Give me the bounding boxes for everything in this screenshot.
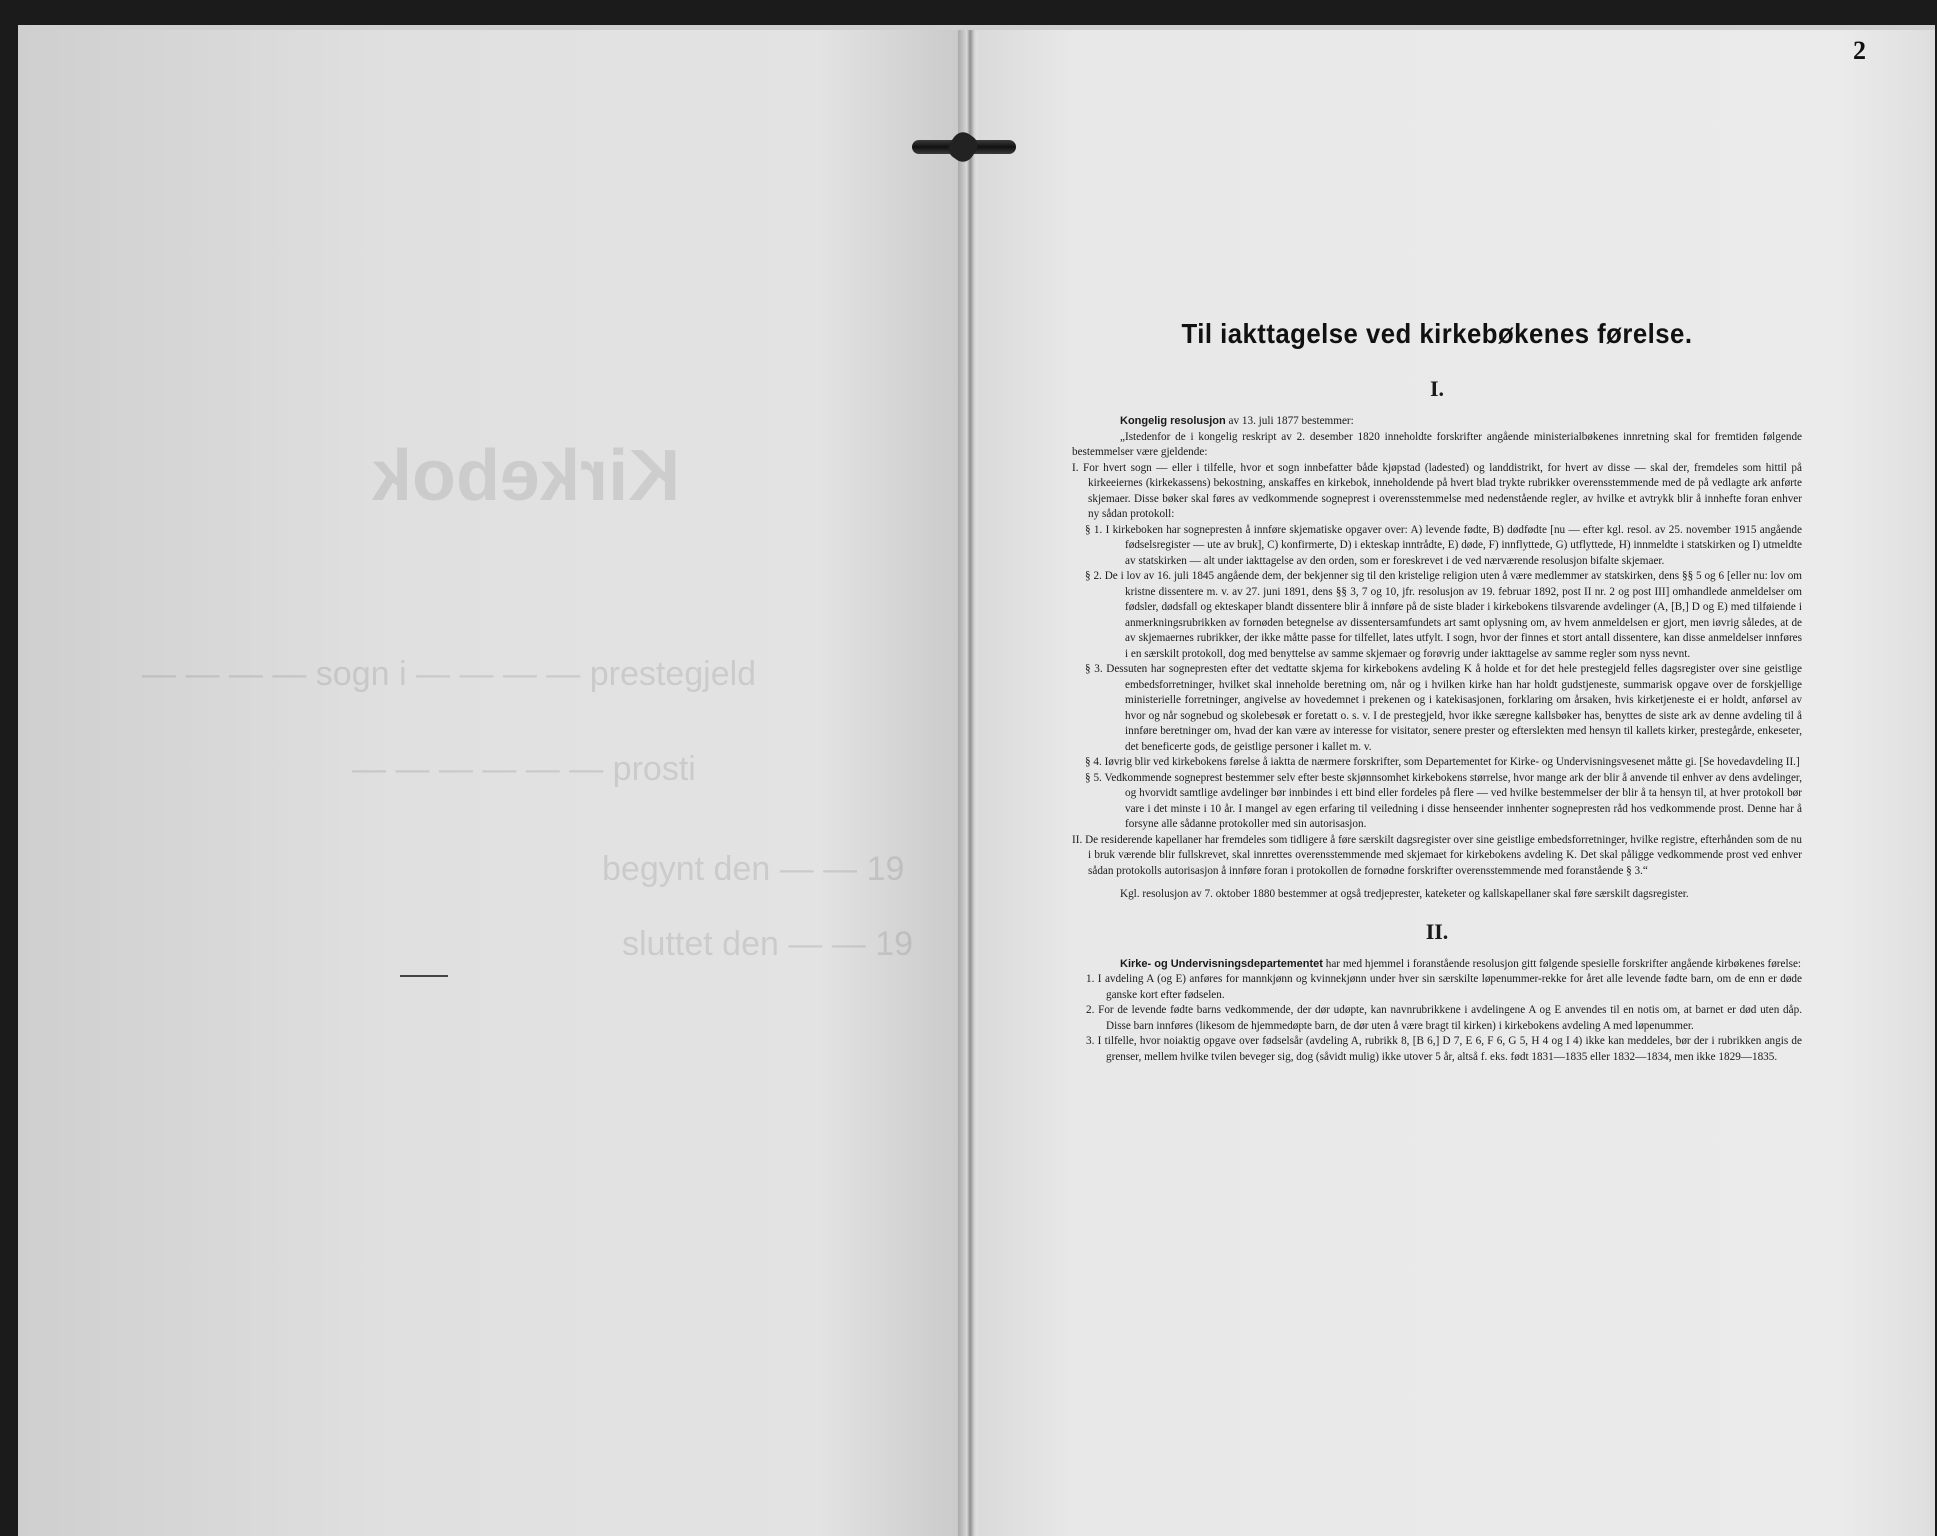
page-title: Til iakttagelse ved kirkebøkenes førelse.	[1181, 318, 1693, 349]
bleed-through-line: — — — — — — prosti	[352, 750, 696, 788]
kgl-resolution-note: Kgl. resolusjon av 7. oktober 1880 bestemmer at også tredjeprester, kateketer og kallskapellaner skal føre særskilt dagsregister.	[1120, 888, 1689, 900]
paragraph-2: § 2. De i lov av 16. juli 1845 angående dem, der bekjenner sig til den kristelige religion uten å være medlemmer av statskirken, dens §§ 5 og 6 [eller nu: lov om kristne dissentere m. v. av 27. juni 1891, dens §§ 3, 7 og 10, jfr. resolusjon av 19. februar 1892, post II nr. 2 og post III] omhandlede anmeldelser om fødsler, dødsfall og ekteskaper blandt dissentere blir å innføre på de siste blader i kirkebokens tilsvarende avdelinger (A, [B,] D og E) med tilføiende i anmerkningsrubrikken av fornøden betegnelse av dissentersamfundets art samt oplysning om, av hvem anmeldelsen er gjort, men iøvrig således, at de av skjemaernes rubrikker, der ikke måtte passe for tilfellet, lates utfylt. I sogn, hvor der finnes et stort antall dissentere, kan disse anmeldelser innføres i en særskilt protokoll, dog med benyttelse av samme skjemaer og forøvrig under iakttagelse av samme regler som nyss nevnt.	[1085, 570, 1802, 660]
paragraph-3: § 3. Dessuten har sognepresten efter det vedtatte skjema for kirkebokens avdeling K å holde et for det hele prestegjeld felles dagsregister over sine geistlige embedsforretninger, hvilket skal inneholde beretning om, når og i hvilken kirke han har holdt gudstjeneste, summarisk opgave over de forskjellige ministerielle forretninger, angivelse av hovedemnet i prekenen og i katekisasjonen, forklaring om årsaken, hvis kirketjeneste ei er holdt, anførsel av hvor og når sognebud og skolebesøk er foretatt o. s. v. I de prestegjeld, hvor ikke særegne kallsbøker has, benyttes de siste ark av denne avdeling til å innføre beretninger om, hvad der kan være av interesse for visitator, senere prester og efterslekten med hensyn til kallets kirker, prestegårde, enkeseter, det beneficerte gods, de geistlige personer i kallet m. v.	[1085, 663, 1802, 753]
section-heading-2: II.	[1425, 918, 1449, 944]
bleed-through-line: — — — — sogn i — — — — prestegjeld	[142, 655, 757, 693]
left-page	[22, 30, 960, 1536]
rule-1: 1. I avdeling A (og E) anføres for mannkjønn og kvinnekjønn under hver sin særskilte løpenummer-rekke for året alle levende fødte barn, om de enn er døde ganske kort efter fødselen.	[1086, 973, 1802, 1001]
rule-2: 2. For de levende fødte barns vedkommende, der dør udøpte, kan navnrubrikkene i avdelingene A og E anvendes til en notis om, at barnet er død uten dåp. Disse barn innføres (likesom de hjemmedøpte barn, de dør uten å være bragt til kirken) i kirkebokens avdeling A med løpenummer.	[1086, 1004, 1802, 1032]
resolution-quote: „Istedenfor de i kongelig reskript av 2. desember 1820 inneholdte forskrifter angående ministerialbøkenes innretning skal for fremtiden følgende bestemmelser være gjeldende:	[1072, 430, 1802, 458]
intro-rest: har med hjemmel i foranstående resolusjon gitt følgende spesielle forskrifter angående kirbøkenes førelse:	[1322, 957, 1802, 970]
resolution-item-1: I. For hvert sogn — eller i tilfelle, hvor et sogn innbefatter både kjøpstad (ladested) og landdistrikt, for hvert av disse — skal der, fremdeles som hittil på kirkeeiernes (kirkekassens) bekostning, anskaffes en kirkebok, inneholdende på hvert blad trykte rubrikker overensstemmende med de på vedlagte ark anførte skjemaer. Disse bøker skal føres av vedkommende sogneprest i overensstemmelse med nedenstående regler, av hvilke et avtrykk blir å innhefte foran enhver ny sådan protokoll:	[1072, 461, 1802, 520]
section-heading-1: I.	[1429, 376, 1445, 401]
intro-bold: Kongelig resolusjon	[1120, 415, 1226, 427]
left-page-dash	[400, 975, 448, 977]
paragraph-1: § 1. I kirkeboken har sognepresten å innføre skjematiske opgaver over: A) levende fødte, B) dødfødte [nu — efter kgl. resol. av 25. november 1915 angående fødselsregister — ute av bruk], C) konfirmerte, D) i ekteskap inntrådte, E) døde, F) innflyttede, G) utflyttede, H) innmeldte i statskirken og I) utmeldte av statskirken — alt under iakttagelse av den orden, som er foreskrevet i de ved nærværende resolusjon bifalte skjemaer.	[1085, 523, 1802, 567]
bleed-through-line: begynt den — — 19	[602, 850, 905, 888]
resolution-item-2: II. De residerende kapellaner har fremdeles som tidligere å føre særskilt dagsregister over sine geistlige embedsforretninger, hvilke registre, efterhånden som de nu i bruk værende blir fullskrevet, skal innrettes overensstemmende med skjemaet for kirkebokens avdeling K. Det skal påligge vedkommende prost ved enhver sådan protokolls autorisasjon å innføre foran i protokollen de fornødne forskrifter overensstemmende med foranstående § 3.“	[1072, 833, 1802, 877]
paragraph-5: § 5. Vedkommende sogneprest bestemmer selv efter beste skjønnsomhet kirkebokens størrelse, hvor mange ark der blir å anvende til enhver av dens avdelinger, og hvorvidt samtlige avdelinger bør innbindes i ett bind eller fordeles på flere — ved hvilke bestemmelser der blir å ta hensyn til, at hver protokoll bør vare i det minste i 10 år. I mangel av egen erfaring til veiledning i disse henseender innhenter sognepresten råd hos vedkommende prost. Denne har å forsyne alle sådanne protokoller med sin autorisasjon.	[1085, 771, 1802, 830]
paragraph-4: § 4. Iøvrig blir ved kirkebokens førelse å iaktta de nærmere forskrifter, som Departementet for Kirke- og Undervisningsvesenet måtte gi. [Se hovedavdeling II.]	[1085, 756, 1800, 768]
rule-3: 3. I tilfelle, hvor noiaktig opgave over fødselsår (avdeling A, rubrikk 8, [B 6,] D 7, E 6, F 6, G 5, H 4 og I 4) ikke kan meddeles, bør der i rubrikken angis de grenser, mellem hvilke tvilen beveger sig, dog (såvidt mulig) ikke utover 5 år, altså f. eks. født 1831—1835 eller 1832—1834, men ikke 1829—1835.	[1086, 1035, 1802, 1063]
intro-rest: av 13. juli 1877 bestemmer:	[1225, 415, 1354, 427]
page-number: 2	[1853, 36, 1866, 65]
bleed-through-line: sluttet den — — 19	[622, 925, 914, 963]
intro-bold: Kirke- og Undervisningsdepartementet	[1120, 957, 1323, 970]
section1-intro	[1072, 414, 1802, 430]
section2-intro	[1072, 957, 1802, 973]
bleed-through-title: Kirkebok	[372, 436, 681, 516]
instructions-text	[1072, 316, 1802, 1065]
book-gutter	[958, 30, 980, 1536]
